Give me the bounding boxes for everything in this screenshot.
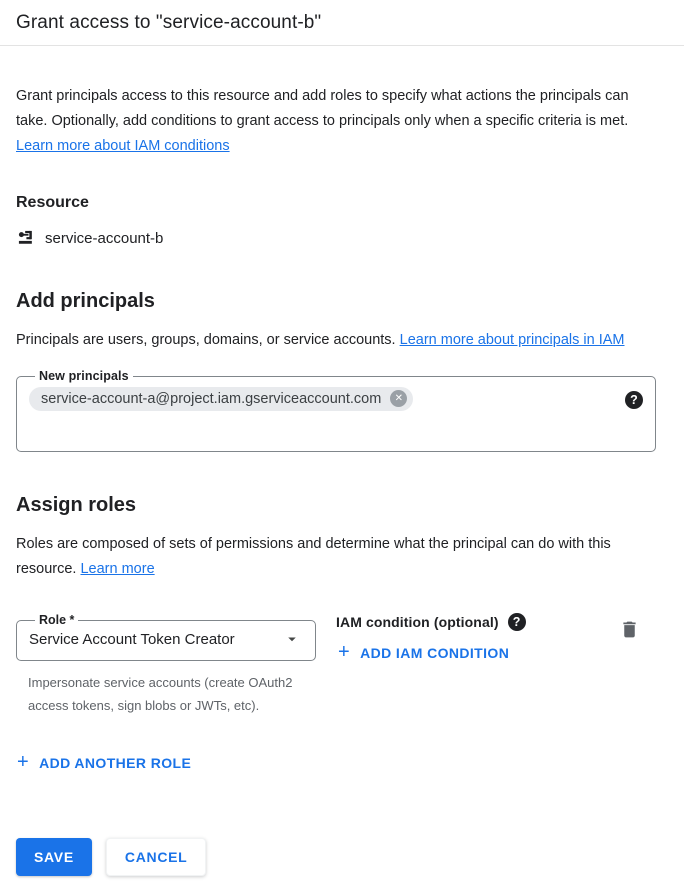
role-row (16, 613, 668, 717)
intro-text (16, 84, 658, 159)
cancel-button[interactable]: CANCEL (106, 838, 207, 876)
iam-condition-label-row (336, 613, 619, 631)
resource-row (16, 228, 668, 248)
principals-link[interactable]: Learn more about principals in IAM (399, 332, 625, 348)
role-help-text: Impersonate service accounts (create OAuth2 access tokens, sign blobs or JWTs, etc). (28, 675, 293, 713)
iam-condition-help-icon[interactable]: ? (508, 613, 526, 631)
add-principals-description (16, 328, 658, 353)
save-button[interactable]: SAVE (16, 838, 92, 876)
add-iam-condition-label: ADD IAM CONDITION (360, 645, 510, 661)
new-principals-field[interactable] (16, 369, 656, 452)
role-label: Role * (39, 613, 75, 627)
role-column (16, 613, 316, 717)
iam-conditions-link[interactable]: Learn more about IAM conditions (16, 138, 230, 154)
dialog-actions (16, 838, 206, 876)
chip-remove-icon[interactable]: ✕ (390, 390, 407, 407)
principal-chip-label: service-account-a@project.iam.gserviceaccount.com (41, 390, 382, 407)
new-principals-body[interactable] (29, 387, 643, 439)
delete-role-button[interactable] (619, 619, 640, 640)
service-account-icon (16, 228, 36, 248)
resource-name: service-account-b (45, 229, 164, 247)
dialog-header (0, 0, 684, 46)
add-another-role-button[interactable] (17, 751, 192, 773)
roles-learn-more-link[interactable]: Learn more (80, 561, 155, 577)
add-principals-heading: Add principals (16, 290, 155, 312)
iam-condition-column (336, 613, 619, 663)
role-selected-value: Service Account Token Creator (29, 630, 235, 648)
principal-chip[interactable] (29, 387, 413, 411)
add-another-role-label: ADD ANOTHER ROLE (39, 755, 192, 771)
assign-roles-description (16, 532, 658, 582)
add-iam-condition-button[interactable] (338, 641, 510, 663)
intro-text-span: Grant principals access to this resource and add roles to specify what actions the principals can take. Optionally, add conditions to grant access to principals only when a specific criteria is met. (16, 88, 629, 129)
iam-condition-label: IAM condition (optional) (336, 614, 499, 630)
role-select-value-row[interactable] (29, 630, 303, 648)
plus-icon: + (17, 751, 30, 773)
principals-help-icon[interactable]: ? (625, 391, 643, 409)
roles-desc-span: Roles are composed of sets of permissions and determine what the principal can do with this resource. (16, 536, 611, 577)
trash-icon (619, 628, 640, 643)
principals-desc-span: Principals are users, groups, domains, or service accounts. (16, 332, 400, 348)
new-principals-label: New principals (39, 369, 129, 383)
resource-heading: Resource (16, 194, 89, 211)
assign-roles-heading: Assign roles (16, 494, 137, 516)
dropdown-arrow-icon (283, 630, 301, 648)
page-title: Grant access to "service-account-b" (16, 12, 322, 33)
role-select[interactable] (16, 613, 316, 661)
plus-icon: + (338, 641, 351, 663)
